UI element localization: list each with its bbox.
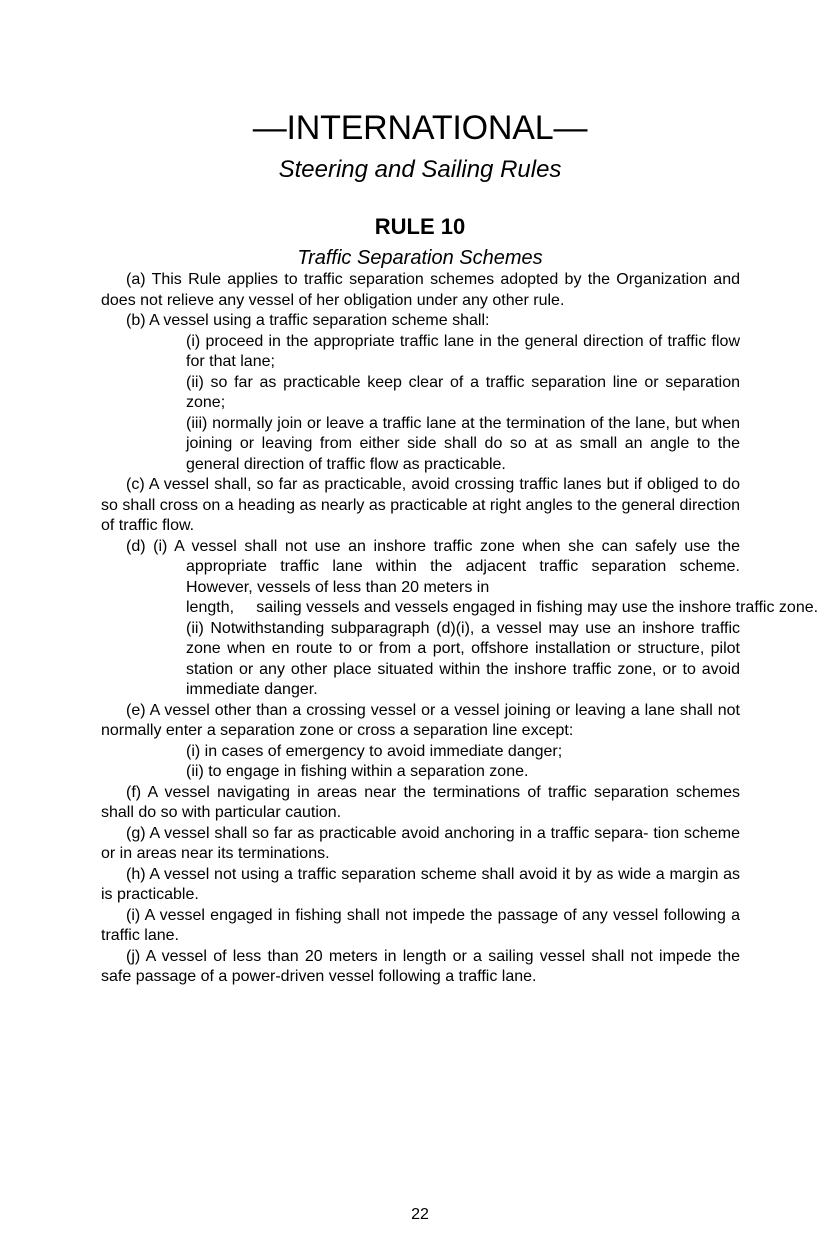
paragraph-b-iii: (iii) normally join or leave a traffic lane at the termination of the lane, but when joining or leaving from either side shall do so at as small an angle to the general direction of traffic flow as practicable. xyxy=(186,414,740,473)
rule-subject-heading: Traffic Separation Schemes xyxy=(297,247,543,269)
paragraph-e-i: (i) in cases of emergency to avoid immediate danger; xyxy=(186,742,563,760)
document-subtitle: Steering and Sailing Rules xyxy=(278,156,562,183)
paragraph-g: (g) A vessel shall so far as practicable avoid anchoring in a traffic separa- tion scheme or in areas near its terminations. xyxy=(101,824,740,862)
document-title: —INTERNATIONAL— xyxy=(252,109,588,147)
paragraph-h: (h) A vessel not using a traffic separation scheme shall avoid it by as wide a margin as is practicable. xyxy=(101,865,740,903)
paragraph-f: (f) A vessel navigating in areas near the terminations of traffic separation schemes shall do so with particular caution. xyxy=(101,783,740,821)
paragraph-b: (b) A vessel using a traffic separation scheme shall: xyxy=(126,312,490,329)
paragraph-d-i-second: length, sailing vessels and vessels engaged in fishing may use the inshore traffic zone. xyxy=(186,599,819,616)
rule-body xyxy=(101,270,819,988)
paragraph-c: (c) A vessel shall, so far as practicable, avoid crossing traffic lanes but if obliged to do so shall cross on a heading as nearly as practicable at right angles to the general direction of traffic flow. xyxy=(101,476,740,534)
paragraph-j: (j) A vessel of less than 20 meters in length or a sailing vessel shall not impede the safe passage of a power-driven vessel following a traffic lane. xyxy=(101,947,740,985)
rule-number-heading: RULE 10 xyxy=(374,214,466,239)
paragraph-i: (i) A vessel engaged in fishing shall not impede the passage of any vessel following a traffic lane. xyxy=(101,906,740,944)
paragraph-d-ii: (ii) Notwithstanding subparagraph (d)(i), a vessel may use an inshore traffic zone when en route to or from a port, offshore installation or structure, pilot station or any other place situated within the inshore traffic zone, or to avoid immediate danger. xyxy=(186,619,740,698)
paragraph-b-ii: (ii) so far as practicable keep clear of a traffic separation line or separation zone; xyxy=(186,373,740,411)
page-number: 22 xyxy=(411,1206,429,1223)
paragraph-e: (e) A vessel other than a crossing vessel or a vessel joining or leaving a lane shall not normally enter a separation zone or cross a separation line except: xyxy=(101,701,740,739)
paragraph-d-i-first: (d) (i) A vessel shall not use an inshore traffic zone when she can safely use the appropriate traffic lane within the adjacent traffic separation scheme. However, vessels of less than 20 meters in xyxy=(126,537,740,596)
paragraph-a: (a) This Rule applies to traffic separation schemes adopted by the Organization and does not relieve any vessel of her obligation under any other rule. xyxy=(101,271,740,309)
paragraph-b-i: (i) proceed in the appropriate traffic lane in the general direction of traffic flow for that lane; xyxy=(186,332,740,370)
paragraph-e-ii: (ii) to engage in fishing within a separation zone. xyxy=(186,763,529,780)
